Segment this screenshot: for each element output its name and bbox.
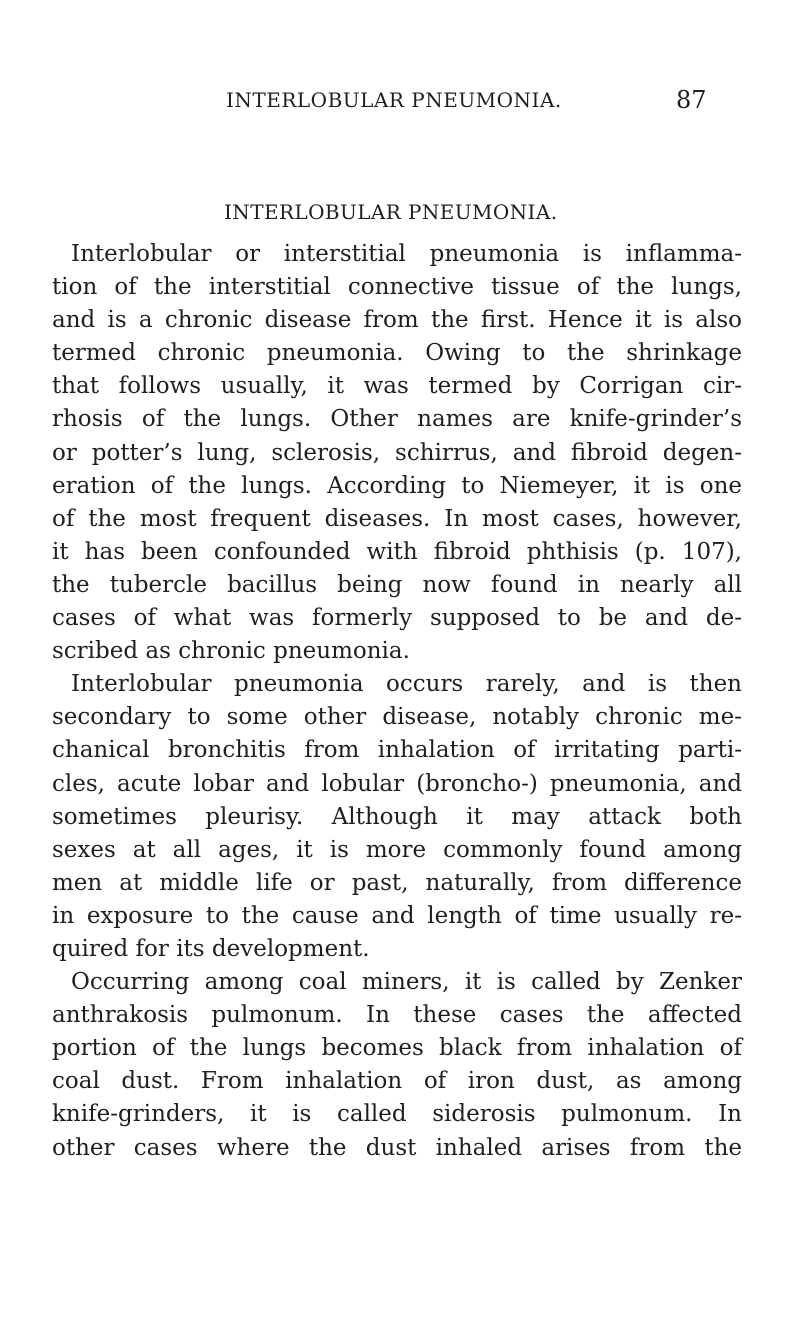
text-line: rhosis of the lungs. Other names are knife-grinder’s (52, 406, 742, 433)
text-line: sexes at all ages, it is more commonly found among (52, 836, 742, 863)
text-line: that follows usually, it was termed by Corrigan cir- (52, 373, 742, 400)
body-text (52, 238, 742, 1165)
text-line: coal dust. From inhalation of iron dust, as among (52, 1068, 742, 1095)
text-line: other cases where the dust inhaled arises from the (52, 1134, 742, 1161)
text-line: of the most frequent diseases. In most cases, however, (52, 505, 742, 532)
text-line: cles, acute lobar and lobular (broncho-) pneumonia, and (52, 770, 742, 797)
text-line: anthrakosis pulmonum. In these cases the affected (52, 1002, 742, 1029)
text-line: tion of the interstitial connective tissue of the lungs, (52, 274, 742, 301)
section-title: INTERLOBULAR PNEUMONIA. (224, 200, 558, 224)
text-line: quired for its development. (52, 935, 370, 962)
running-head: INTERLOBULAR PNEUMONIA. (226, 88, 562, 112)
text-line: Interlobular pneumonia occurs rarely, and is then (71, 671, 742, 698)
text-line: in exposure to the cause and length of time usually re- (52, 902, 742, 929)
text-line: chanical bronchitis from inhalation of irritating parti- (52, 737, 742, 764)
text-line: secondary to some other disease, notably chronic me- (52, 704, 742, 731)
text-line: Interlobular or interstitial pneumonia is inflamma- (71, 241, 742, 267)
text-line: sometimes pleurisy. Although it may attack both (52, 803, 742, 830)
text-line: it has been confounded with fibroid phthisis (p. 107), (52, 538, 742, 565)
text-line: cases of what was formerly supposed to be and de- (52, 605, 742, 632)
text-line: eration of the lungs. According to Niemeyer, it is one (52, 472, 742, 499)
text-line: termed chronic pneumonia. Owing to the shrinkage (52, 340, 742, 367)
text-line: knife-grinders, it is called siderosis pulmonum. In (52, 1101, 742, 1128)
text-line: or potter’s lung, sclerosis, schirrus, and fibroid degen- (52, 439, 742, 466)
text-line: portion of the lungs becomes black from inhalation of (52, 1035, 742, 1062)
text-line: Occurring among coal miners, it is called by Zenker (71, 969, 742, 996)
text-line: men at middle life or past, naturally, from difference (52, 869, 742, 896)
text-line: scribed as chronic pneumonia. (52, 638, 410, 665)
page-number: 87 (676, 86, 707, 114)
text-line: and is a chronic disease from the first. Hence it is also (52, 307, 742, 334)
text-line: the tubercle bacillus being now found in nearly all (52, 571, 742, 598)
